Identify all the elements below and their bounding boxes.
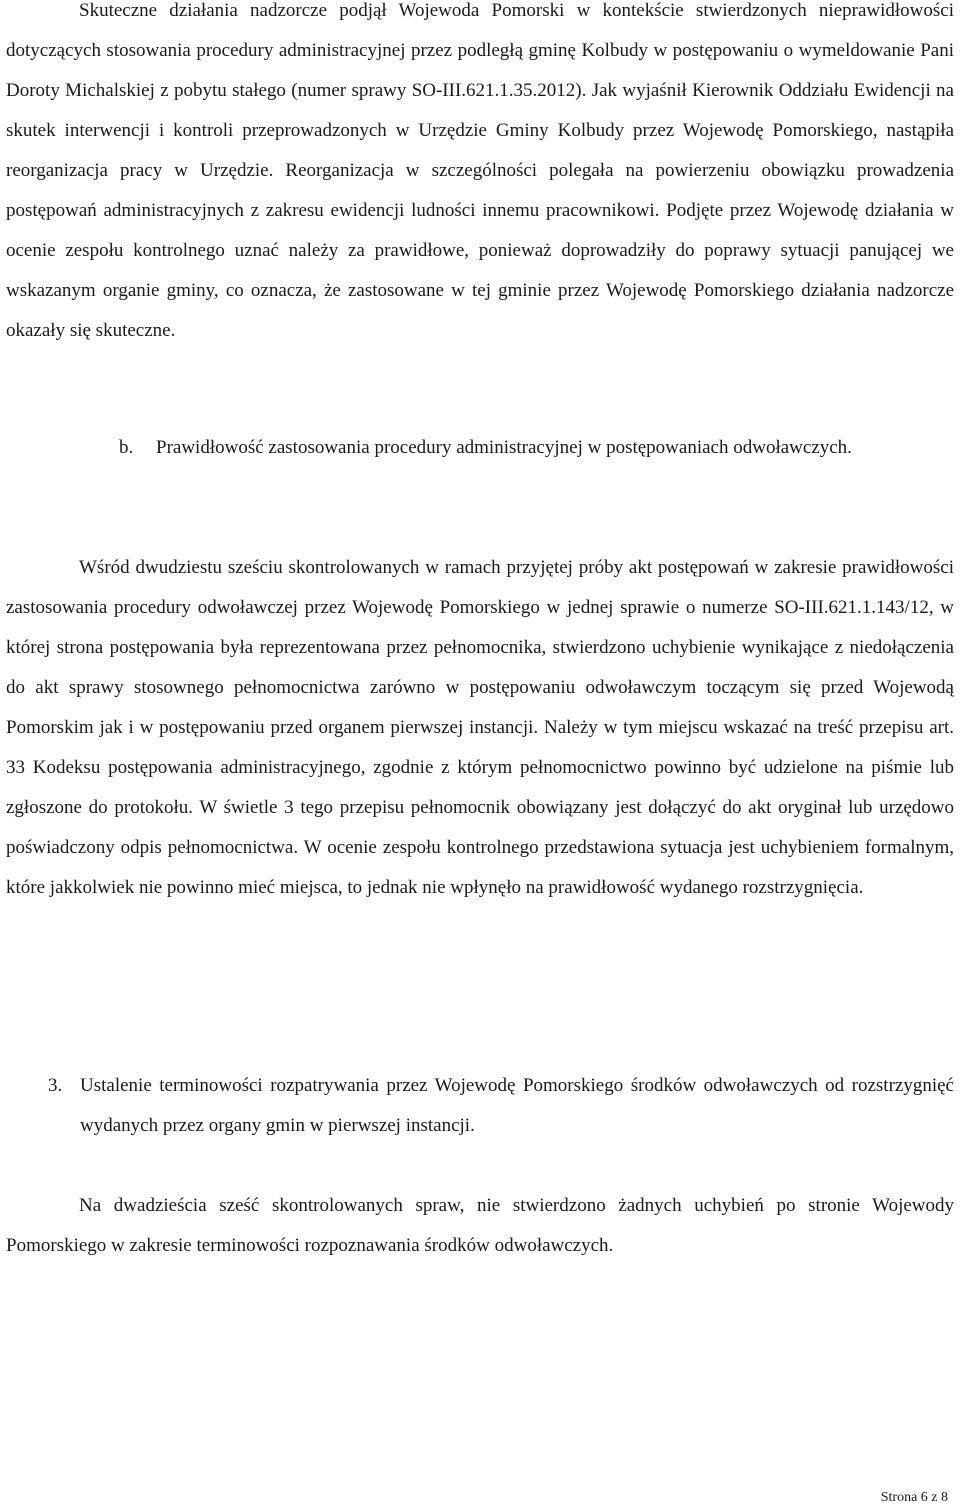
- section-b-marker: b.: [119, 437, 134, 458]
- section-3-marker: 3.: [48, 1075, 63, 1096]
- section-3-heading: [48, 1066, 954, 1146]
- section-b-title: Prawidłowość zastosowania procedury administracyjnej w postępowaniach odwoławczych.: [156, 437, 852, 458]
- paragraph-appeal-procedure: Wśród dwudziestu sześciu skontrolowanych w ramach przyjętej próby akt postępowań w zakresie prawidłowości zastosowania procedury odwoławczej przez Wojewodę Pomorskiego w jednej sprawie o numerze SO-III.621.1.143/12, w której strona postępowania była reprezentowana przez pełnomocnika, stwierdzono uchybienie wynikające z niedołączenia do akt sprawy stosownego pełnomocnictwa zarówno w postępowaniu odwoławczym toczącym się przed Wojewodą Pomorskim jak i w postępowaniu przed organem pierwszej instancji. Należy w tym miejscu wskazać na treść przepisu art. 33 Kodeksu postępowania administracyjnego, zgodnie z którym pełnomocnictwo powinno być udzielone na piśmie lub zgłoszone do protokołu. W świetle 3 tego przepisu pełnomocnik obowiązany jest dołączyć do akt oryginał lub urzędowo poświadczony odpis pełnomocnictwa. W ocenie zespołu kontrolnego przedstawiona sytuacja jest uchybieniem formalnym, które jakkolwiek nie powinno mieć miejsca, to jednak nie wpłynęło na prawidłowość wydanego rozstrzygnięcia.: [6, 557, 954, 898]
- section-3-title: Ustalenie terminowości rozpatrywania przez Wojewodę Pomorskiego środków odwoławczych od rozstrzygnięć wydanych przez organy gmin w pierwszej instancji.: [80, 1075, 954, 1136]
- section-b-heading: [119, 428, 954, 468]
- paragraph-timeliness: Na dwadzieścia sześć skontrolowanych spraw, nie stwierdzono żadnych uchybień po stronie Wojewody Pomorskiego w zakresie terminowości rozpoznawania środków odwoławczych.: [6, 1195, 954, 1256]
- page-number: Strona 6 z 8: [880, 1490, 948, 1505]
- paragraph-supervisory-actions: Skuteczne działania nadzorcze podjął Wojewoda Pomorski w kontekście stwierdzonych nieprawidłowości dotyczących stosowania procedury administracyjnej przez podległą gminę Kolbudy w postępowaniu o wymeldowanie Pani Doroty Michalskiej z pobytu stałego (numer sprawy SO-III.621.1.35.2012). Jak wyjaśnił Kierownik Oddziału Ewidencji na skutek interwencji i kontroli przeprowadzonych w Urzędzie Gminy Kolbudy przez Wojewodę Pomorskiego, nastąpiła reorganizacja pracy w Urzędzie. Reorganizacja w szczególności polegała na powierzeniu obowiązku prowadzenia postępowań administracyjnych z zakresu ewidencji ludności innemu pracownikowi. Podjęte przez Wojewodę działania w ocenie zespołu kontrolnego uznać należy za prawidłowe, ponieważ doprowadziły do poprawy sytuacji panującej we wskazanym organie gminy, co oznacza, że zastosowane w tej gminie przez Wojewodę Pomorskiego działania nadzorcze okazały się skuteczne.: [6, 0, 954, 341]
